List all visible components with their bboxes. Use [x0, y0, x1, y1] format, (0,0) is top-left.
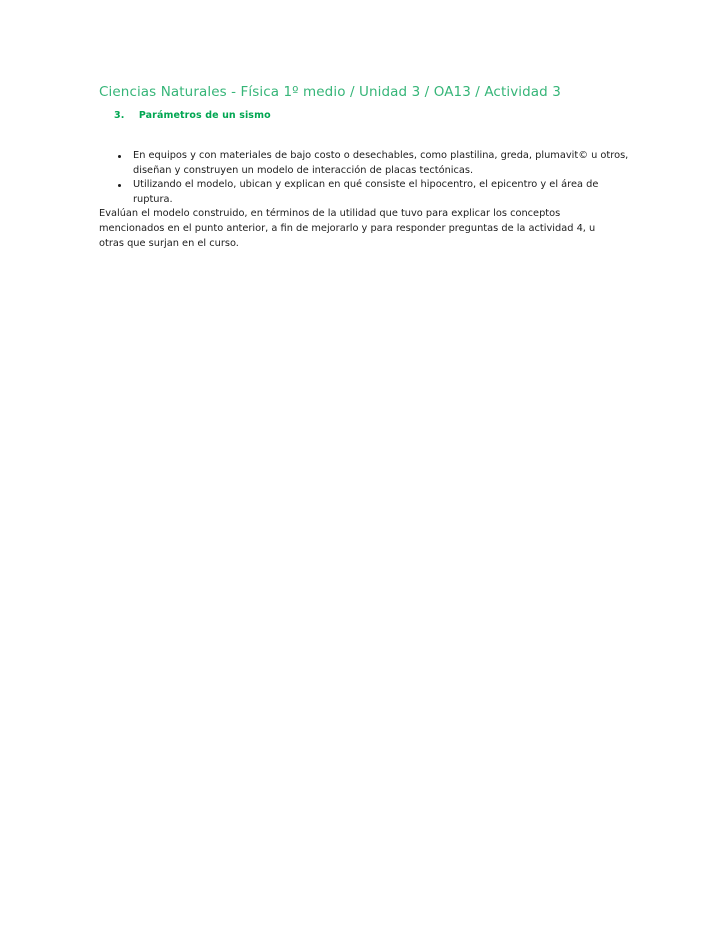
section-heading	[114, 109, 271, 122]
list-item: Utilizando el modelo, ubican y explican en qué consiste el hipocentro, el epicentro y el área de ruptura.	[133, 178, 630, 207]
list-item: En equipos y con materiales de bajo costo o desechables, como plastilina, greda, plumavit© u otros, diseñan y construyen un modelo de interacción de placas tectónicas.	[133, 149, 630, 178]
closing-paragraph: Evalúan el modelo construido, en términos de la utilidad que tuvo para explicar los conceptos mencionados en el punto anterior, a fin de mejorarlo y para responder preguntas de la actividad 4, u otras que surjan en el curso.	[99, 208, 596, 249]
section-title: Parámetros de un sismo	[138, 110, 271, 121]
page-title: Ciencias Naturales - Física 1º medio / Unidad 3 / OA13 / Actividad 3	[99, 84, 561, 100]
section-number: 3.	[114, 110, 125, 121]
bullet-list	[99, 149, 630, 207]
content-block	[99, 149, 629, 251]
